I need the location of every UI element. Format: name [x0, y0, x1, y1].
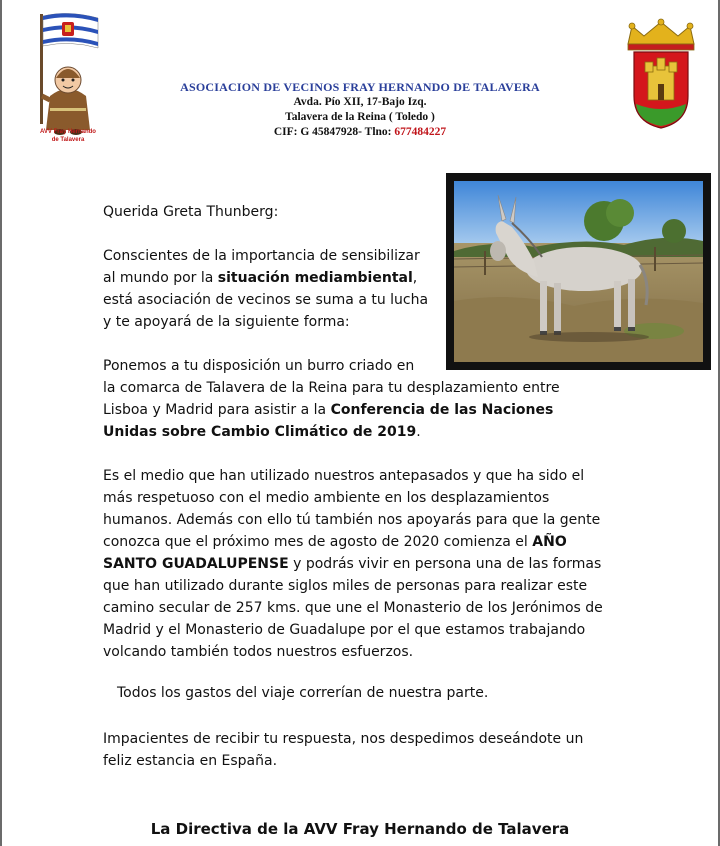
cif-phone-line — [150, 125, 570, 140]
city-line: Talavera de la Reina ( Toledo ) — [285, 111, 435, 123]
signature: La Directiva de la AVV Fray Hernando de Talavera — [150, 820, 570, 838]
p3-bold-ano: AÑO — [532, 534, 567, 550]
p5-line-1: Impacientes de recibir tu respuesta, nos despedimos deseándote un — [103, 731, 584, 747]
p1-line-3: está asociación de vecinos se suma a tu lucha — [103, 292, 429, 308]
p2-line-1: Ponemos a tu disposición un burro criado en — [103, 358, 415, 374]
p3-line-8: Madrid y el Monasterio de Guadalupe por el que estamos trabajando — [103, 622, 586, 638]
paragraph-5 — [103, 728, 583, 772]
p2-bold-unidas: Unidas sobre Cambio Climático de 2019 — [103, 424, 417, 440]
p2-bold-conferencia: Conferencia de las Naciones — [330, 402, 554, 418]
p3-line-9: volcando también todos nuestros esfuerzos. — [103, 644, 414, 660]
p5-line-2: feliz estancia en España. — [103, 753, 278, 769]
logo-caption-line-2: de Talavera — [51, 137, 85, 143]
p1-bold-situacion: situación mediambiental — [217, 270, 413, 286]
paragraph-2 — [103, 355, 560, 443]
p3-line-5-text: y podrás vivir en persona una de las formas — [288, 556, 602, 572]
cif-label: CIF: G 45847928- Tlno: — [273, 126, 395, 138]
p1-line-2-text: al mundo por la — [103, 270, 218, 286]
donkey-photo — [454, 181, 703, 362]
p3-line-2: más respetuoso con el medio ambiente en los desplazamientos — [103, 490, 550, 506]
p2-line-4-end: . — [416, 424, 421, 440]
coat-of-arms — [622, 18, 700, 130]
p3-line-7: camino secular de 257 kms. que une el Monasterio de los Jerónimos de — [103, 600, 603, 616]
paragraph-1 — [103, 245, 428, 333]
logo-caption — [30, 128, 106, 144]
association-logo — [28, 8, 108, 148]
p2-line-2: la comarca de Talavera de la Reina para tu desplazamiento entre — [103, 380, 560, 396]
p2-line-3-text: Lisboa y Madrid para asistir a la — [103, 402, 331, 418]
page-border-left — [0, 0, 2, 846]
address-line: Avda. Pío XII, 17-Bajo Izq. — [293, 96, 427, 108]
paragraph-4: Todos los gastos del viaje correrían de nuestra parte. — [117, 685, 489, 701]
p3-line-4 — [103, 531, 603, 553]
p3-line-4-text: conozca que el próximo mes de agosto de 2020 comienza el — [103, 534, 533, 550]
p3-line-1: Es el medio que han utilizado nuestros antepasados y que ha sido el — [103, 468, 585, 484]
p3-line-6: que han utilizado durante siglos miles de personas para realizar este — [103, 578, 588, 594]
p2-line-3 — [103, 399, 560, 421]
p1-line-4: y te apoyará de la siguiente forma: — [103, 314, 350, 330]
letterhead — [150, 80, 570, 140]
paragraph-3 — [103, 465, 603, 663]
donkey-photo-frame — [446, 173, 711, 370]
p3-line-3: humanos. Además con ello tú también nos apoyarás para que la gente — [103, 512, 601, 528]
phone-number: 677484227 — [394, 126, 447, 138]
p1-line-1: Conscientes de la importancia de sensibilizar — [103, 248, 420, 264]
p3-bold-santo: SANTO GUADALUPENSE — [103, 556, 289, 572]
organization-name: ASOCIACION DE VECINOS FRAY HERNANDO DE TALAVERA — [180, 80, 540, 94]
p3-line-5 — [103, 553, 603, 575]
greeting: Querida Greta Thunberg: — [103, 204, 279, 220]
p1-line-2 — [103, 267, 428, 289]
p1-line-2-end: , — [412, 270, 418, 286]
p2-line-4 — [103, 421, 560, 443]
logo-caption-line-1: AVV Fray Hernando — [40, 129, 96, 135]
